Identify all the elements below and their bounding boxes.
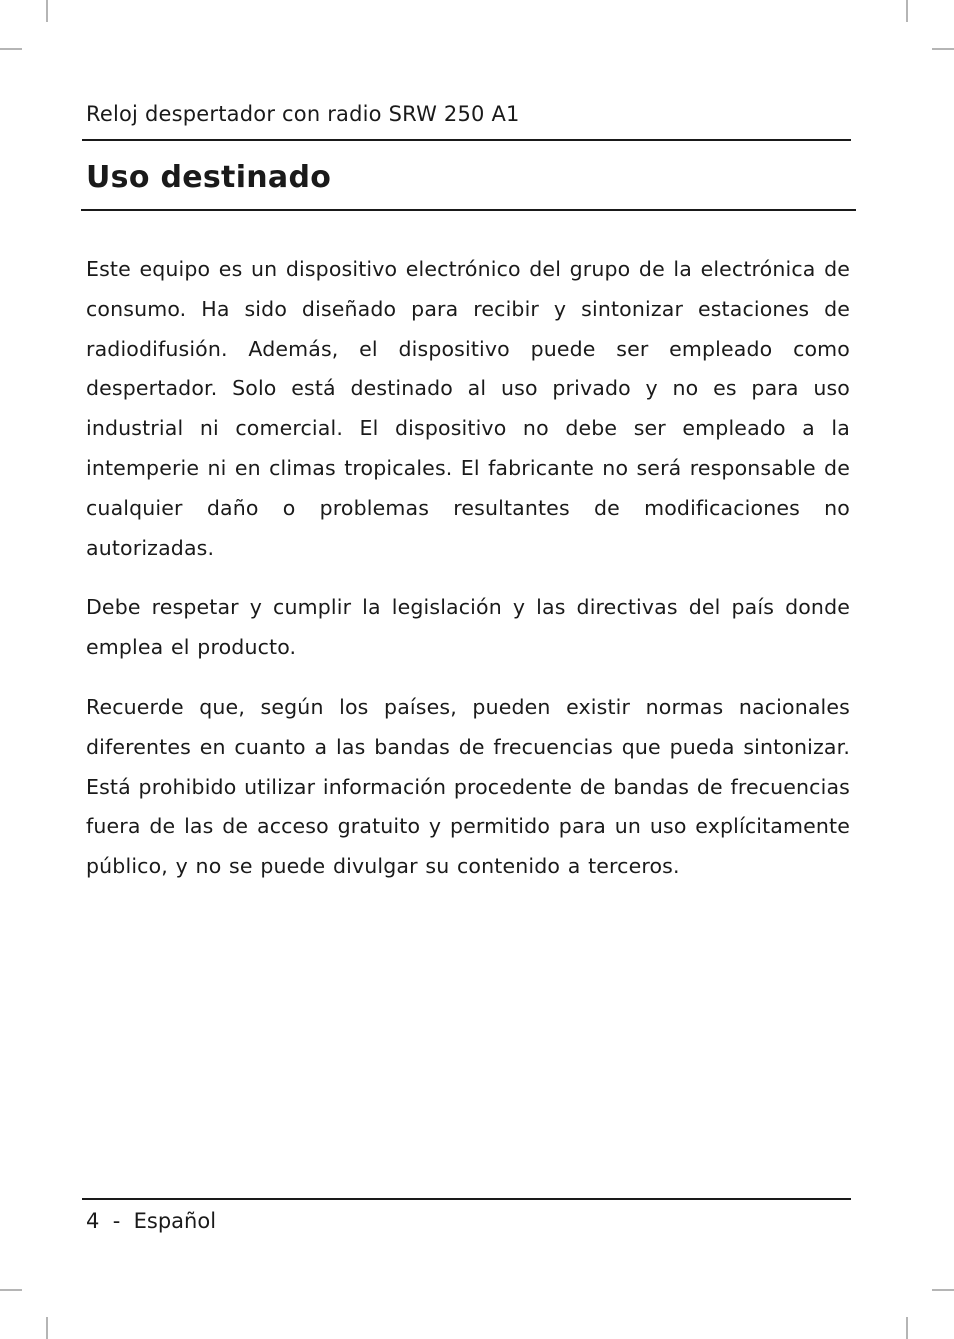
page-footer: 4 - Español — [86, 1209, 217, 1233]
crop-mark-bottom-right-horizontal — [932, 1289, 954, 1291]
paragraph-legislation: Debe respetar y cumplir la legislación y las directivas del país donde emplea el producto. — [86, 595, 850, 660]
crop-mark-top-left-vertical — [46, 0, 48, 22]
footer-rule — [82, 1198, 851, 1200]
running-header: Reloj despertador con radio SRW 250 A1 — [86, 102, 520, 126]
crop-mark-bottom-right-vertical — [906, 1317, 908, 1339]
paragraph-intended-use: Este equipo es un dispositivo electrónico del grupo de la electrónica de consumo. Ha sido diseñado para recibir y sintonizar estaciones de radiodifusión. Además, el dispositivo puede ser empleado como despertador. Solo está destinado al uso privado y no es para uso industrial ni comercial. El dispositivo no debe ser empleado a la intemperie ni en climas tropicales. El fabricante no será responsable de cualquier daño o problemas resultantes de modificaciones no autorizadas. — [86, 257, 850, 560]
crop-mark-top-left-horizontal — [0, 48, 22, 50]
title-rule — [81, 209, 856, 211]
header-rule — [82, 139, 851, 141]
crop-mark-bottom-left-vertical — [46, 1317, 48, 1339]
crop-mark-top-right-horizontal — [932, 48, 954, 50]
paragraph-frequency-bands: Recuerde que, según los países, pueden existir normas nacionales diferentes en cuanto a las bandas de frecuencias que pueda sintonizar. Está prohibido utilizar información procedente de bandas de frecuencias fuera de las de acceso gratuito y permitido para un uso explícitamente público, y no se puede divulgar su contenido a terceros. — [86, 694, 850, 879]
page-title: Uso destinado — [86, 160, 332, 195]
crop-mark-bottom-left-horizontal — [0, 1289, 22, 1291]
body-text — [86, 250, 850, 907]
crop-mark-top-right-vertical — [906, 0, 908, 22]
